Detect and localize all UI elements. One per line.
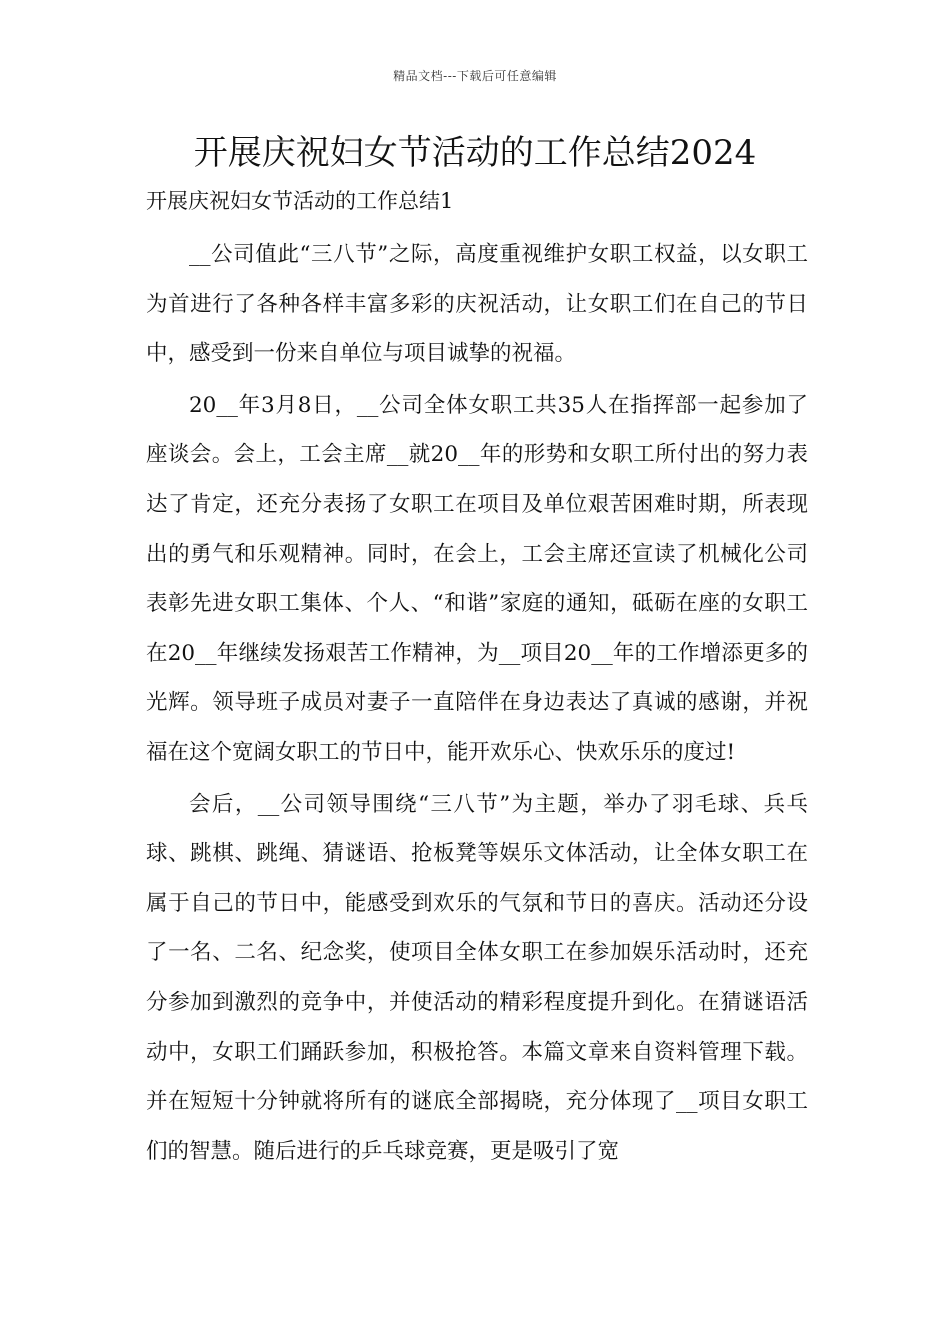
document-title: 开展庆祝妇女节活动的工作总结2024 — [193, 133, 757, 173]
paragraph-2: 20__年3月8日，__公司全体女职工共35人在指挥部一起参加了座谈会。会上，工会主席__就20__年的形势和女职工所付出的努力表达了肯定，还充分表扬了女职工在项目及单位艰苦困难时期，所表现出的勇气和乐观精神。同时，在会上，工会主席还宣读了机械化公司表彰先进女职工集体、个人、“和谐”家庭的通知，砥砺在座的女职工在20__年继续发扬艰苦工作精神，为__项目20__年的工作增添更多的光辉。领导班子成员对妻子一直陪伴在身边表达了真诚的感谢，并祝福在这个宽阔女职工的节日中，能开欢乐心、快欢乐乐的度过! — [146, 392, 808, 765]
paragraph-1: __公司值此“三八节”之际，高度重视维护女职工权益，以女职工为首进行了各种各样丰富多彩的庆祝活动，让女职工们在自己的节日中，感受到一份来自单位与项目诚挚的祝福。 — [146, 242, 808, 367]
paragraph-3: 会后，__公司领导围绕“三八节”为主题，举办了羽毛球、兵乓球、跳棋、跳绳、猜谜语、抢板凳等娱乐文体活动，让全体女职工在属于自己的节日中，能感受到欢乐的气氛和节日的喜庆。活动还分设了一名、二名、纪念奖，使项目全体女职工在参加娱乐活动时，还充分参加到激烈的竞争中，并使活动的精彩程度提升到化。在猜谜语活动中，女职工们踊跃参加，积极抢答。本篇文章来自资料管理下载。并在短短十分钟就将所有的谜底全部揭晓，充分体现了__项目女职工们的智慧。随后进行的乒乓球竞赛，更是吸引了宽 — [146, 791, 808, 1164]
document-subtitle: 开展庆祝妇女节活动的工作总结1 — [146, 189, 454, 213]
document-body — [146, 230, 808, 1176]
header-note: 精品文档---下载后可任意编辑 — [393, 69, 557, 83]
